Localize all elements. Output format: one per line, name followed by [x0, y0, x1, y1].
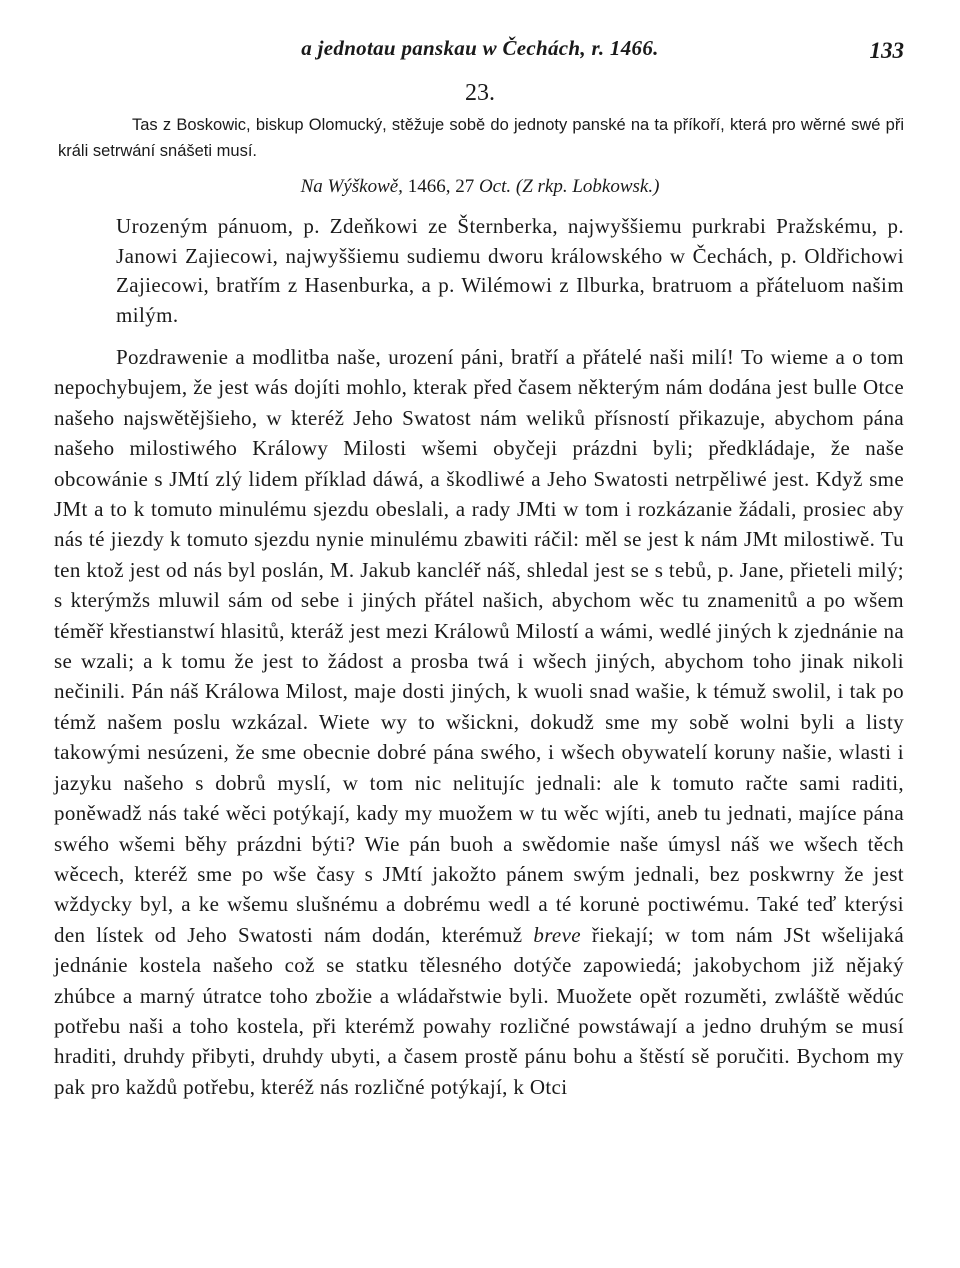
source-place: Na Wýškowě,	[300, 176, 403, 197]
source-note	[0, 176, 960, 198]
document-summary: Tas z Boskowic, biskup Olomucký, stěžuje sobě do jednoty panské na ta příkoří, která pro wěrné swé při králi setrwání snášeti musí.	[58, 116, 904, 160]
letter-body	[54, 342, 904, 1102]
address-paragraph: Urozeným pánuom, p. Zdeňkowi ze Šternberka, najwyššiemu purkrabi Pražskému, p. Janowi Zajiecowi, najwyššiemu sudiemu dworu králowského w Čechách, p. Oldřichowi Zajiecowi, bratřím z Hasenburka, a p. Wilémowi z Ilburka, bratruom a přáteluom našim milým.	[116, 214, 904, 327]
body-part-2: řiekají; w tom nám JSt wšelijaká jednánie kostela našeho což se statku tělesného dotýče zapowiedá; jakobychom již nějaký zhúbce a marný útratce toho zbožie a wládařstwie byli. Muožete opět rozuměti, zwláště wědúc potřebu naši a toho kostela, při kterémž powahy rozličné powstáwají a jedno druhým se musí hraditi, druhdy přibyti, druhdy ubyti, a časem prostě pánu bohu a štěstí sě poručiti. Bychom my pak pro každů potřebu, kteréž nás rozličné potýkají, k Otci	[54, 922, 904, 1099]
page-number: 133	[869, 38, 904, 63]
source-citation: (Z rkp. Lobkowsk.)	[515, 176, 660, 197]
source-month: Oct.	[478, 176, 512, 197]
body-part-1: Pozdrawenie a modlitba naše, urození páni, bratří a přátelé naši milí! To wieme a o tom nepochybujem, že jest wás dojíti mohlo, kterak před časem některým nám dodána jest bulle Otce našeho najswětějšieho, w kteréž Jeho Swatost nám weliků přísností přikazuje, abychom pána našeho milostiwého Králowy Milosti wšemi obyčeji prázdni byli; předkládaje, že naše obcowánie s JMtí zlý lidem příklad dáwá, a škodliwé a Jeho Swatosti netrpěliwé jest. Když sme JMt a to k tomuto minulému sjezdu obeslali, a rady JMti w tom i rozkázanie žádali, prosiec aby nás té jiezdy k tomuto sjezdu nynie minulému zbawiti ráčil: měl se jest k nám JMt milostiwě. Tu ten ktož jest od nás byl poslán, M. Jakub kancléř náš, shledal jest se s tebů, p. Jane, přieteli milý; s kterýmžs mluwil sám od sebe i jiných přátel našich, abychom wěc tu znamenitů a po wšem téměř křestianstwí hlasitů, kteráž jest mezi Králowů Milostí a wámi, wedlé jiných k zjednánie na se wzali; a k tomu že jest to žádost a prosba twá i wšech jiných, abychom toho jinak nikoli nečinili. Pán náš Králowa Milost, maje dosti jiných, k wuoli snad wašie, k témuž swolil, i tak po témž našem poslu wzkázal. Wiete wy to wšickni, dokudž sme my sobě wolni byli a listy takowými nesúzeni, že sme obecnie dobré pána swého, i wšech obywatelí koruny našie, wlasti i jazyku našeho s dobrů myslí, w tom nic nelitujíc jednali: ale k tomuto račte sami raditi, poněwadž nás také wěci potýkají, kady my muožem w tu wěc wjíti, aneb tu jednati, majíce pána swého wšemi běhy prázdni býti? Wie pán buoh a swědomie naše úmysl náš we wšech těch wěcech, kteréž sme po wše časy s JMtí jakožto pánem swým jednali, bez poskwrny že jest wždycky byl, a ke wšemu slušnému a dobrému wedl a té korunė poctiwému. Také teď kterýsi den lístek od Jeho Swatosti nám dodán, kterémuž	[54, 345, 904, 947]
body-italic-word: breve	[533, 922, 581, 947]
document-number: 23.	[465, 80, 495, 106]
running-head-title: a jednotau panskau w Čechách, r. 1466.	[301, 36, 659, 60]
source-date: 1466, 27	[407, 176, 475, 197]
running-head	[0, 30, 960, 70]
